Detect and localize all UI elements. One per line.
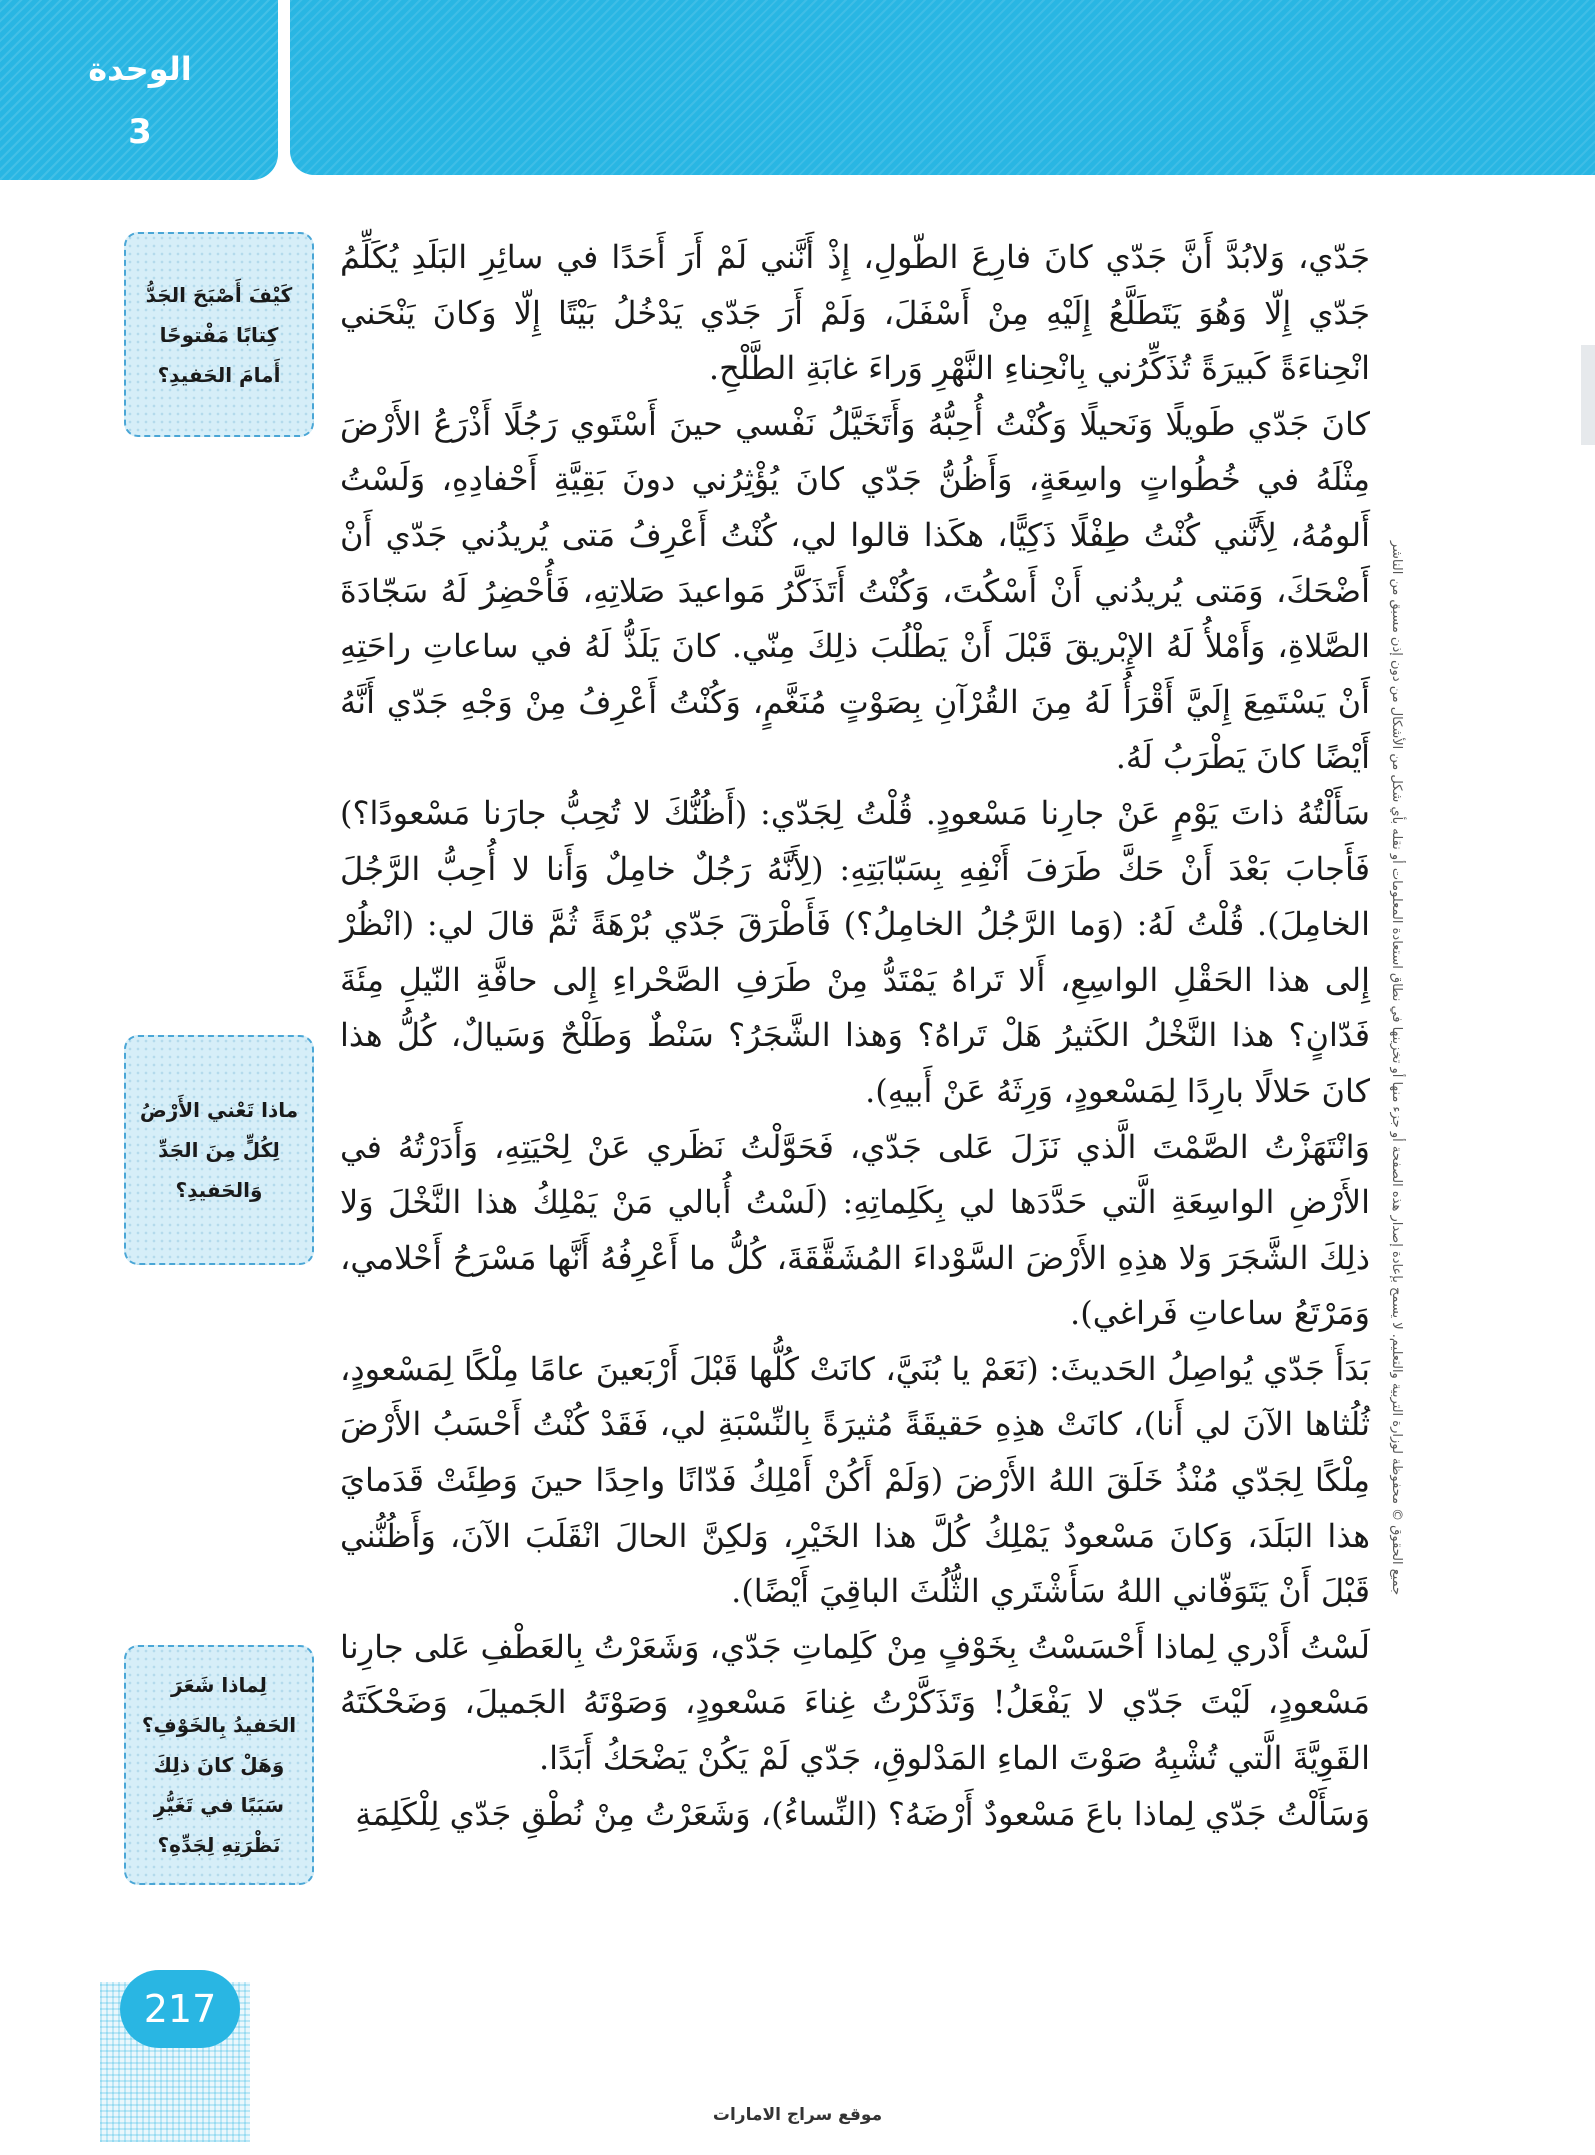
site-name: موقع سراج الامارات [712, 2105, 883, 2125]
side-question-3 [124, 1645, 314, 1885]
side-question-2 [124, 1035, 314, 1265]
side-question-text: كَيْفَ أَصْبَحَ الجَدُّ كِتابًا مَفْتوحًا أَمامَ الحَفيدِ؟ [145, 282, 293, 387]
top-banner [290, 0, 1595, 175]
unit-tab-background [0, 0, 286, 188]
unit-label: الوحدة [88, 50, 192, 88]
unit-number: 3 [128, 112, 152, 152]
paragraph: وَسَأَلْتُ جَدّي لِماذا باعَ مَسْعودٌ أَرْضَهُ؟ (النِّساءُ)، وَشَعَرْتُ مِنْ نُطْقِ جَدّي لِلْكَلِمَةِ [355, 1794, 1370, 1833]
paragraph: جَدّي، وَلابُدَّ أَنَّ جَدّي كانَ فارِعَ الطّولِ، إِذْ أَنَّني لَمْ أَرَ أَحَدًا في سائِرِ البَلَدِ يُكَلِّمُ جَدّي إِلّا وَهُوَ يَتَطَلَّعُ إِلَيْهِ مِنْ أَسْفَلَ، وَلَمْ أَرَ جَدّي يَدْخُلُ بَيْتًا إِلّا وَكانَ يَنْحَني انْحِناءَةً كَبيرَةً تُذَكِّرُني بِانْحِناءِ النَّهْرِ وَراءَ غابَةِ الطَّلْحِ. [340, 238, 1370, 388]
paragraph: كانَ جَدّي طَويلًا وَنَحيلًا وَكُنْتُ أُحِبُّهُ وَأَتَخَيَّلُ نَفْسي حينَ أَسْتَوي رَجُلًا أَذْرَعُ الأَرْضَ مِثْلَهُ في خُطُواتٍ واسِعَةٍ، وَأَظُنُّ جَدّي كانَ يُؤْثِرُني دونَ بَقِيَّةِ أَحْفادِهِ، وَلَسْتُ أَلومُهُ، لِأَنَّني كُنْتُ طِفْلًا ذَكِيًّا، هكَذا قالوا لي، كُنْتُ أَعْرِفُ مَتى يُريدُني جَدّي أَنْ أَضْحَكَ، وَمَتى يُريدُني أَنْ أَسْكُتَ، وَكُنْتُ أَتَذَكَّرُ مَواعيدَ صَلاتِهِ، فَأُحْضِرُ لَهُ سَجّادَةَ الصَّلاةِ، وَأَمْلأُ لَهُ الإِبْريقَ قَبْلَ أَنْ يَطْلُبَ ذلِكَ مِنّي. كانَ يَلَذُّ لَهُ في ساعاتِ راحَتِهِ أَنْ يَسْتَمِعَ إِلَيَّ أَقْرَأُ لَهُ مِنَ القُرْآنِ بِصَوْتٍ مُنَغَّمٍ، وَكُنْتُ أَعْرِفُ مِنْ وَجْهِ جَدّي أَنَّهُ أَيْضًا كانَ يَطْرَبُ لَهُ. [340, 404, 1371, 777]
side-question-1 [124, 232, 314, 437]
side-question-text: ماذا تَعْني الأَرْضُ لِكُلٍّ مِنَ الجَدِّ وَالحَفيدِ؟ [139, 1098, 299, 1202]
side-question-text: لِماذا شَعَرَ الحَفيدُ بِالخَوْفِ؟ وَهَلْ كانَ ذلِكَ سَبَبًا في تَغَيُّرِ نَظْرَتِهِ لِجَدِّهِ؟ [141, 1673, 297, 1857]
page-number: 217 [120, 1970, 240, 2048]
paragraph: وَانْتَهَزْتُ الصَّمْتَ الَّذي نَزَلَ عَلى جَدّي، فَحَوَّلْتُ نَظَري عَنْ لِحْيَتِهِ، وَأَدَرْتُهُ في الأَرْضِ الواسِعَةِ الَّتي حَدَّدَها لي بِكَلِماتِهِ: (لَسْتُ أُبالي مَنْ يَمْلِكُ هذا النَّخْلَ وَلا ذلِكَ الشَّجَرَ وَلا هذِهِ الأَرْضَ السَّوْداءَ المُشَقَّقَةَ، كُلُّ ما أَعْرِفُهُ أَنَّها مَسْرَحُ أَحْلامي، وَمَرْتَعُ ساعاتِ فَراغي). [340, 1127, 1370, 1333]
story-text [340, 230, 1370, 1842]
unit-tab [0, 0, 290, 195]
paragraph: لَسْتُ أَدْري لِماذا أَحْسَسْتُ بِخَوْفٍ مِنْ كَلِماتِ جَدّي، وَشَعَرْتُ بِالعَطْفِ عَلى جارِنا مَسْعودٍ، لَيْتَ جَدّي لا يَفْعَلُ! وَتَذَكَّرْتُ غِناءَ مَسْعودٍ، وَصَوْتَهُ الجَميلَ، وَضَحْكَتَهُ القَوِيَّةَ الَّتي تُشْبِهُ صَوْتَ الماءِ المَدْلوقِ، جَدّي لَمْ يَكُنْ يَضْحَكُ أَبَدًا. [340, 1627, 1371, 1778]
paragraph: سَأَلْتُهُ ذاتَ يَوْمٍ عَنْ جارِنا مَسْعودٍ. قُلْتُ لِجَدّي: (أَظُنُّكَ لا تُحِبُّ جارَنا مَسْعودًا؟) فَأَجابَ بَعْدَ أَنْ حَكَّ طَرَفَ أَنْفِهِ بِسَبّابَتِهِ: (لِأَنَّهُ رَجُلٌ خامِلٌ وَأَنا لا أُحِبُّ الرَّجُلَ الخامِلَ). قُلْتُ لَهُ: (وَما الرَّجُلُ الخامِلُ؟) فَأَطْرَقَ جَدّي بُرْهَةً ثُمَّ قالَ لي: (انْظُرْ إِلى هذا الحَقْلِ الواسِعِ، أَلا تَراهُ يَمْتَدُّ مِنْ طَرَفِ الصَّحْراءِ إِلى حافَّةِ النّيلِ مِئَةَ فَدّانٍ؟ هذا النَّخْلُ الكَثيرُ هَلْ تَراهُ؟ وَهذا الشَّجَرُ؟ سَنْطٌ وَطَلْحٌ وَسَيالٌ، كُلُّ هذا كانَ حَلالًا بارِدًا لِمَسْعودٍ، وَرِثَهُ عَنْ أَبيهِ). [340, 793, 1370, 1110]
copyright-notice: جميع الحقوق © محفوظة لوزارة التربية والتعليم. لا يسمح بإعادة إصدار هذه الصفحة أو جزء منها أو تخزينها في نطاق استعادة المعلومات أو نقله بأي شكل من الأشكال من دون إذن مسبق من الناشر [1389, 540, 1404, 1596]
edge-tab [1581, 345, 1595, 445]
paragraph: بَدَأَ جَدّي يُواصِلُ الحَديثَ: (نَعَمْ يا بُنَيَّ، كانَتْ كُلُّها قَبْلَ أَرْبَعينَ عامًا مِلْكًا لِمَسْعودٍ، ثُلُثاها الآنَ لي أَنا)، كانَتْ هذِهِ حَقيقَةً مُثيرَةً بِالنِّسْبَةِ لي، فَقَدْ كُنْتُ أَحْسَبُ الأَرْضَ مِلْكًا لِجَدّي مُنْذُ خَلَقَ اللهُ الأَرْضَ (وَلَمْ أَكُنْ أَمْلِكُ فَدّانًا واحِدًا حينَ وَطِئَتْ قَدَمايَ هذا البَلَدَ، وَكانَ مَسْعودٌ يَمْلِكُ كُلَّ هذا الخَيْرِ، وَلكِنَّ الحالَ انْقَلَبَ الآنَ، وَأَظُنُّني قَبْلَ أَنْ يَتَوَفّاني اللهُ سَأَشْتَري الثُّلُثَ الباقِيَ أَيْضًا). [340, 1349, 1371, 1611]
